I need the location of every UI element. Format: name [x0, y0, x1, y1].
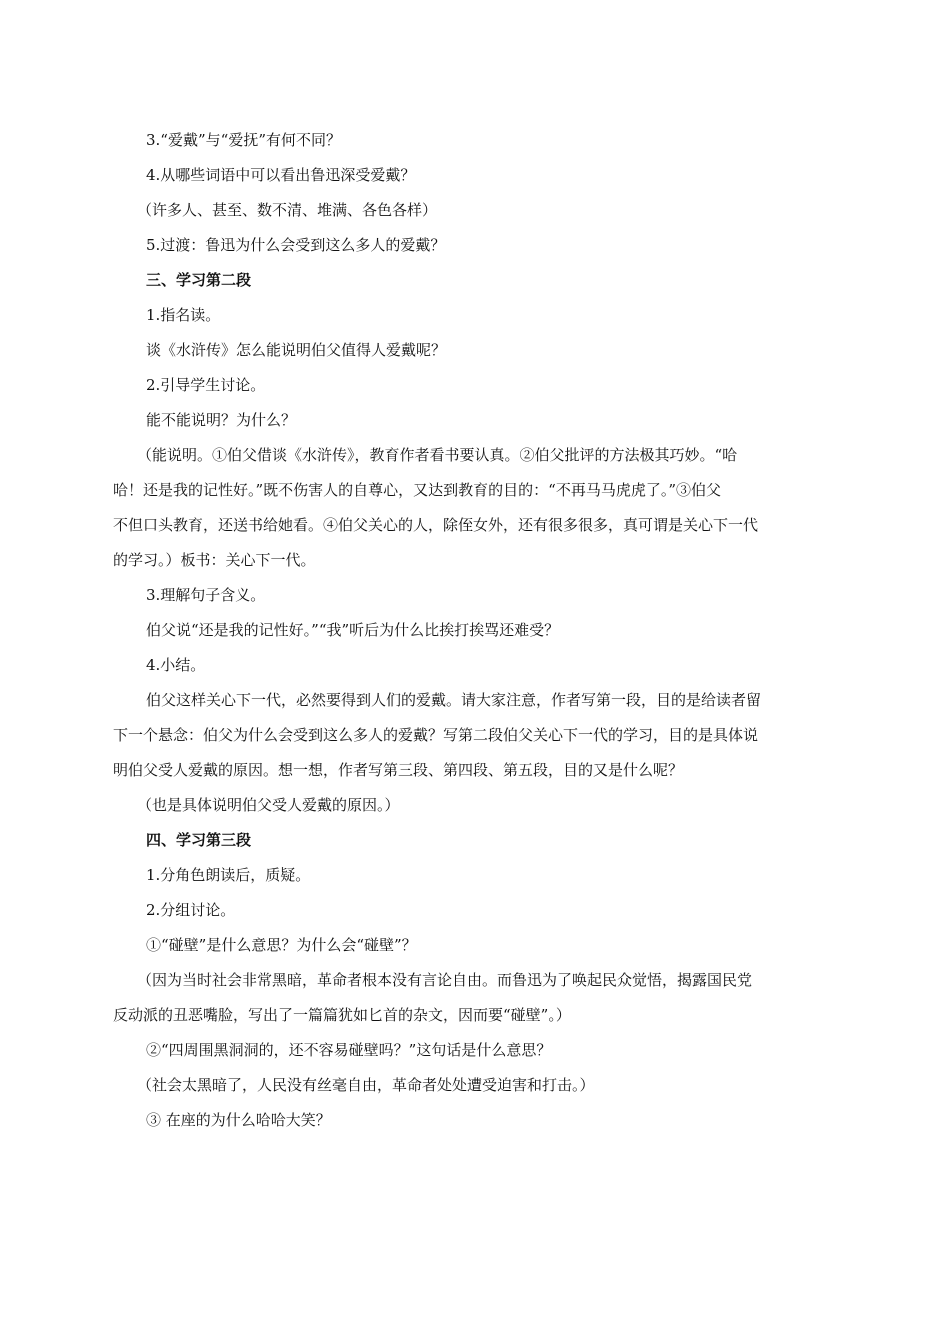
summary-line-2: 下一个悬念：伯父为什么会受到这么多人的爱戴？写第二段伯父关心下一代的学习，目的是具体说 [113, 726, 759, 744]
step-2-answer-line-1: （能说明。①伯父借谈《水浒传》，教育作者看书要认真。②伯父批评的方法极其巧妙。“哈 [137, 446, 738, 464]
step-2-answer-line-2: 哈！还是我的记性好。”既不伤害人的自尊心，又达到教育的目的：“不再马马虎虎了。”③伯父 [113, 481, 722, 499]
step-4: 4.小结。 [146, 656, 206, 674]
answer-4: （许多人、甚至、数不清、堆满、各色各样） [137, 201, 438, 219]
step-3: 3.理解句子含义。 [146, 586, 266, 604]
summary-answer: （也是具体说明伯父受人爱戴的原因。） [137, 796, 400, 814]
step-3-question: 伯父说“还是我的记性好。”“我”听后为什么比挨打挨骂还难受？ [146, 621, 560, 639]
discussion-answer-1-line-1: （因为当时社会非常黑暗，革命者根本没有言论自由。而鲁迅为了唤起民众觉悟，揭露国民党 [137, 971, 753, 989]
step-2-answer-line-3: 不但口头教育，还送书给她看。④伯父关心的人，除侄女外，还有很多很多，真可谓是关心下一代 [113, 516, 759, 534]
step-2: 2.引导学生讨论。 [146, 376, 266, 394]
section-heading-3: 三、学习第二段 [146, 271, 252, 289]
part4-step-1: 1.分角色朗读后，质疑。 [146, 866, 311, 884]
section-heading-4: 四、学习第三段 [146, 831, 252, 849]
question-5: 5.过渡：鲁迅为什么会受到这么多人的爱戴？ [146, 236, 446, 254]
step-1: 1.指名读。 [146, 306, 221, 324]
question-4: 4.从哪些词语中可以看出鲁迅深受爱戴？ [146, 166, 416, 184]
discussion-answer-2: （社会太黑暗了，人民没有丝毫自由，革命者处处遭受迫害和打击。） [137, 1076, 595, 1094]
step-2-question: 能不能说明？为什么？ [146, 411, 297, 429]
step-2-answer-line-4: 的学习。）板书：关心下一代。 [113, 551, 316, 569]
discussion-question-2: ②“四周围黑洞洞的，还不容易碰壁吗？”这句话是什么意思？ [146, 1041, 552, 1059]
discussion-question-3: ③ 在座的为什么哈哈大笑？ [146, 1111, 331, 1129]
step-1-question: 谈《水浒传》怎么能说明伯父值得人爱戴呢？ [146, 341, 447, 359]
discussion-answer-1-line-2: 反动派的丑恶嘴脸，写出了一篇篇犹如匕首的杂文，因而要“碰壁”。） [113, 1006, 571, 1024]
summary-line-3: 明伯父受人爱戴的原因。想一想，作者写第三段、第四段、第五段，目的又是什么呢？ [113, 761, 684, 779]
discussion-question-1: ①“碰壁”是什么意思？为什么会“碰壁”？ [146, 936, 417, 954]
document-page [113, 123, 838, 1138]
question-3: 3.“爱戴”与“爱抚”有何不同？ [146, 131, 341, 149]
summary-line-1: 伯父这样关心下一代，必然要得到人们的爱戴。请大家注意，作者写第一段，目的是给读者留 [146, 691, 762, 709]
part4-step-2: 2.分组讨论。 [146, 901, 236, 919]
